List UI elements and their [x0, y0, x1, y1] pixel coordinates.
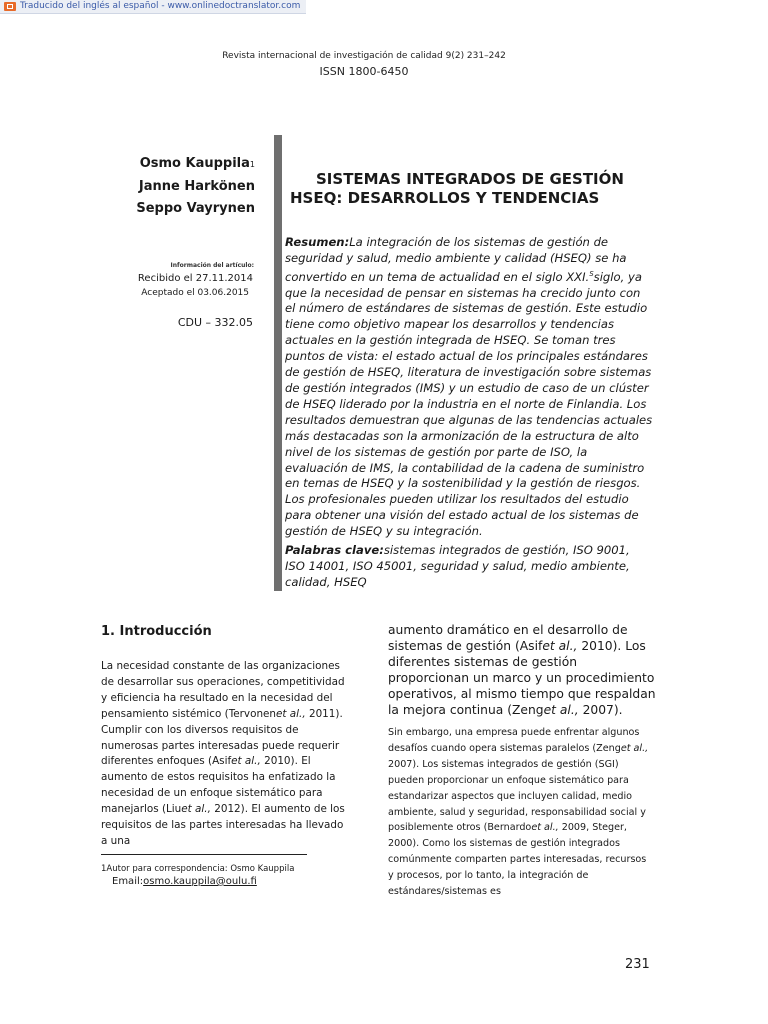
article-info-heading: Información del artículo:	[170, 262, 254, 269]
abstract	[285, 235, 653, 540]
keywords-text: sistemas integrados de gestión, ISO 9001, ISO 14001, ISO 45001, seguridad y salud, medio ambiente, calidad, HSEQ	[285, 543, 630, 589]
author-name: Osmo Kauppila1	[139, 156, 255, 171]
received-date: Recibido el 27.11.2014	[137, 273, 253, 284]
title-line-1: SISTEMAS INTEGRADOS DE GESTIÓN	[316, 170, 624, 188]
footnote-marker: 1	[101, 864, 107, 874]
intro-paragraph-right-1: aumento dramático en el desarrollo de sistemas de gestión (Asifet al., 2010). Los diferentes sistemas de gestión proporcionan un marco y un procedimiento operativos, al mismo tiempo que respaldan la mejora continua (Zenget al., 2007).	[388, 623, 656, 717]
abstract-sidebar-bar	[274, 135, 282, 591]
abstract-text: La integración de los sistemas de gestión de seguridad y salud, medio ambiente y calidad (HSEQ) se ha convertido en un tema de actualidad en el siglo XXI.	[285, 235, 627, 284]
intro-paragraph-left: La necesidad constante de las organizaciones de desarrollar sus operaciones, competitividad y eficiencia ha resultado en la necesidad del pensamiento sistémico (Tervonenet al., 2011). Cumplir con los diversos requisitos de numerosas partes interesadas puede requerir diferentes enfoques (Asifet al., 2010). El aumento de estos requisitos ha enfatizado la necesidad de un enfoque sistemático para manejarlos (Liuet al., 2012). El aumento de los requisitos de las partes interesadas ha llevado a una	[101, 660, 345, 847]
author-list	[136, 153, 255, 220]
footnote-email	[112, 876, 257, 887]
footnote-text: Autor para correspondencia: Osmo Kauppila	[106, 864, 295, 874]
issn: ISSN 1800-6450	[319, 65, 409, 78]
article-title	[290, 170, 630, 208]
journal-citation: Revista internacional de investigación de calidad 9(2) 231–242	[222, 51, 506, 61]
section-heading: 1. Introducción	[101, 624, 212, 639]
translator-banner[interactable]	[0, 0, 306, 14]
cdu-code: CDU – 332.05	[177, 316, 253, 329]
abstract-text-2: siglo, ya que la necesidad de pensar en sistemas ha crecido junto con el número de estándares de sistemas de gestión. Este estudio tiene como objetivo mapear los desarrollos y tendencias actuales en la gestión integrada de HSEQ. Se toman tres puntos de vista: el estado actual de los principales estándares de gestión de HSEQ, literatura de investigación sobre sistemas de gestión integrados (IMS) y un estudio de caso de un clúster de HSEQ liderado por la industria en el norte de Finlandia. Los resultados demuestran que algunas de las tendencias actuales más destacadas son la armonización de la estructura de alto nivel de los sistemas de gestión por parte de ISO, la evaluación de IMS, la contabilidad de la cadena de suministro en temas de HSEQ y la sostenibilidad y la gestión de riesgos. Los profesionales pueden utilizar los resultados del estudio para obtener una visión del estado actual de los sistemas de gestión de HSEQ y su integración.	[285, 269, 653, 539]
translator-logo-icon	[4, 2, 16, 11]
author-footnote-marker: 1	[249, 160, 255, 169]
superscript: S	[589, 269, 594, 278]
title-line-2: HSEQ: DESARROLLOS Y TENDENCIAS	[290, 189, 600, 207]
author-name: Janne Harkönen	[138, 179, 255, 194]
translator-banner-text[interactable]: Traducido del inglés al español - www.onlinedoctranslator.com	[20, 1, 301, 11]
email-link[interactable]: osmo.kauppila@oulu.fi	[143, 876, 257, 887]
footnote	[101, 864, 294, 875]
keywords	[285, 543, 630, 591]
page-number: 231	[625, 957, 650, 972]
footnote-divider	[101, 854, 307, 855]
keywords-label: Palabras clave:	[285, 543, 384, 557]
intro-paragraph-right-2: Sin embargo, una empresa puede enfrentar algunos desafíos cuando opera sistemas paralelos (Zenget al., 2007). Los sistemas integrados de gestión (SGI) pueden proporcionar un enfoque sistemático para estandarizar aspectos que incluyen calidad, medio ambiente, salud y seguridad, responsabilidad social y posiblemente otros (Bernardoet al., 2009, Steger, 2000). Como los sistemas de gestión integrados comúnmente comparten partes interesadas, recursos y procesos, por lo tanto, la integración de estándares/sistemas es	[388, 727, 649, 898]
author-name: Seppo Vayrynen	[136, 201, 255, 216]
abstract-label: Resumen:	[285, 235, 350, 249]
accepted-date: Aceptado el 03.06.2015	[141, 288, 249, 298]
email-label: Email:	[112, 876, 144, 887]
